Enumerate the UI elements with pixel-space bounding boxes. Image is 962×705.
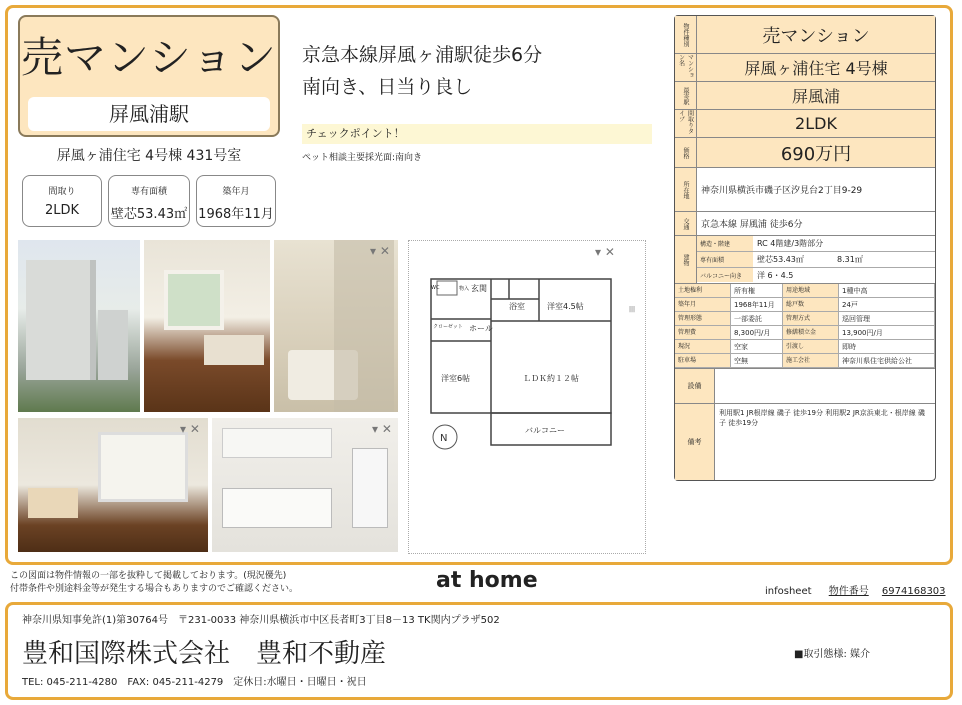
direction-label: バルコニー向き <box>697 268 753 282</box>
detail-key: 引渡し <box>783 340 839 354</box>
structure-value: RC 4階建/3階部分 <box>757 239 824 248</box>
detail-value: 一部委託 <box>731 312 783 326</box>
detail-key: 駐車場 <box>675 354 731 368</box>
disclaimer-line: 付帯条件や別途料金等が発生する場合もありますのでご確認ください。 <box>10 584 299 594</box>
detail-key: 築年月 <box>675 298 731 312</box>
row-label: 間取りタイプ <box>675 110 697 137</box>
athome-logo: at home <box>436 568 538 593</box>
row-label: 所在地 <box>675 168 697 211</box>
details-grid <box>675 284 935 368</box>
row-label: 価格 <box>675 138 697 167</box>
property-type-title: 売マンション <box>20 33 278 82</box>
structure-label: 構造・階建 <box>697 236 753 251</box>
station-label: 屏風浦駅 <box>28 97 270 131</box>
svg-text:N: N <box>440 433 448 444</box>
disclaimer-line: この図面は物件情報の一部を抜粋して掲載しております。(現況優先) <box>10 571 287 581</box>
access-value: 京急本線 屏風浦 徒歩6分 <box>697 212 935 235</box>
infosheet-label <box>765 582 946 597</box>
photo-controls-icon[interactable]: ▾ ✕ <box>180 422 200 436</box>
detail-value: 空家 <box>731 340 783 354</box>
detail-value: 即時 <box>839 340 935 354</box>
property-subtitle: 屏風ヶ浦住宅 4号棟 431号室 <box>56 148 242 164</box>
floor-plan-drawing <box>409 241 647 555</box>
property-number-label: 物件番号 <box>828 586 869 597</box>
fp-room6: 洋室6帖 <box>441 374 471 383</box>
floorplan-controls-icon[interactable]: ▾ ✕ <box>595 245 615 259</box>
detail-key: 土地権利 <box>675 284 731 298</box>
property-number: 6974168303 <box>881 586 946 597</box>
fp-storage: 物入 <box>459 286 470 292</box>
detail-key: 用途地域 <box>783 284 839 298</box>
pill-label: 築年月 <box>222 187 250 197</box>
photo-controls-icon[interactable]: ▾ ✕ <box>370 244 390 258</box>
license-info: 神奈川県知事免許(1)第30764号 〒231-0033 神奈川県横浜市中区長者町3丁目8－13 TK関内プラザ502 <box>22 615 500 626</box>
name-value: 屏風ヶ浦住宅 4号棟 <box>697 54 935 81</box>
row-label: マンション名 <box>675 54 697 81</box>
detail-key: 総戸数 <box>783 298 839 312</box>
detail-value: 空無 <box>731 354 783 368</box>
building-exterior-photo <box>18 240 140 412</box>
fp-genkan: 玄関 <box>471 284 487 293</box>
fp-bath: 浴室 <box>509 302 525 311</box>
row-label: 物件種別 <box>675 16 697 53</box>
kitchen-photo <box>212 418 398 552</box>
station-value: 屏風浦 <box>697 82 935 109</box>
property-type-box <box>18 15 280 137</box>
photo-gallery <box>18 240 398 552</box>
detail-value: 1種中高 <box>839 284 935 298</box>
pill-value: 壁芯53.43㎡ <box>110 207 188 222</box>
pill-label: 専有面積 <box>130 187 167 197</box>
balcony-area-value: 8.31㎡ <box>837 255 863 264</box>
detail-key: 現況 <box>675 340 731 354</box>
contact-info: TEL: 045-211-4280 FAX: 045-211-4279 定休日:水曜日・日曜日・祝日 <box>22 677 367 688</box>
ldk-photo <box>18 418 208 552</box>
company-name: 豊和国際株式会社 豊和不動産 <box>22 639 387 669</box>
area-pill <box>108 175 190 227</box>
svg-text:|||: ||| <box>629 306 636 313</box>
detail-value: 24戸 <box>839 298 935 312</box>
type-value: 売マンション <box>697 16 935 53</box>
layout-pill <box>22 175 102 227</box>
detail-key: 施工会社 <box>783 354 839 368</box>
detail-value: 巡回管理 <box>839 312 935 326</box>
fp-hall: ホール <box>469 324 493 333</box>
pet-note: ペット相談主要採光面:南向き <box>302 153 423 163</box>
fp-wc: WC <box>431 285 440 291</box>
detail-key: 修繕積立金 <box>783 326 839 340</box>
infosheet-text: infosheet <box>765 586 812 597</box>
detail-value: 13,900円/月 <box>839 326 935 340</box>
row-label: 最寄駅 <box>675 82 697 109</box>
photo-controls-icon[interactable]: ▾ ✕ <box>372 422 392 436</box>
notes-label: 備考 <box>675 404 715 480</box>
area-value: 壁芯53.43㎡ <box>757 255 804 264</box>
fp-closet: クローゼット <box>433 324 463 330</box>
address-value: 神奈川県横浜市磯子区汐見台2丁目9-29 <box>697 168 935 211</box>
detail-value: 8,300円/月 <box>731 326 783 340</box>
price-value: 690万円 <box>697 138 935 167</box>
bathroom-photo <box>274 240 398 412</box>
pill-value: 1968年11月 <box>198 207 274 222</box>
agency-footer <box>5 602 953 700</box>
checkpoint-bar: チェックポイント！ <box>302 124 652 144</box>
fp-ldk: ＬＤＫ約１２帖 <box>523 374 579 383</box>
layout-value: 2LDK <box>697 110 935 137</box>
fp-balcony: バルコニー <box>525 426 565 435</box>
headline-feature: 南向き、日当り良し <box>302 76 473 98</box>
built-pill <box>196 175 276 227</box>
row-label: 交通 <box>675 212 697 235</box>
fp-room45: 洋室4.5帖 <box>547 302 584 311</box>
detail-value: 神奈川県住宅供給公社 <box>839 354 935 368</box>
pill-value: 2LDK <box>44 203 80 218</box>
western-room-photo <box>144 240 270 412</box>
detail-key: 管理形態 <box>675 312 731 326</box>
pill-label: 間取り <box>48 187 76 197</box>
detail-value: 所有権 <box>731 284 783 298</box>
disclaimer <box>10 570 298 596</box>
floor-plan <box>408 240 646 554</box>
property-summary-table <box>674 15 936 481</box>
direction-value: 洋 6・4.5 <box>757 271 794 280</box>
row-label: 建物 <box>675 236 697 283</box>
remarks-label: 設備 <box>675 369 715 403</box>
detail-value: 1968年11月 <box>731 298 783 312</box>
area-label: 専有面積 <box>697 252 753 267</box>
headline-access: 京急本線屏風ヶ浦駅徒歩6分 <box>302 44 543 66</box>
notes-value: 利用駅1 JR根岸線 磯子 徒歩19分 利用駅2 JR京浜東北・根岸線 磯子 徒歩19分 <box>719 409 926 427</box>
detail-key: 管理費 <box>675 326 731 340</box>
detail-key: 管理方式 <box>783 312 839 326</box>
transaction-type: ■取引態様: 媒介 <box>794 649 870 660</box>
